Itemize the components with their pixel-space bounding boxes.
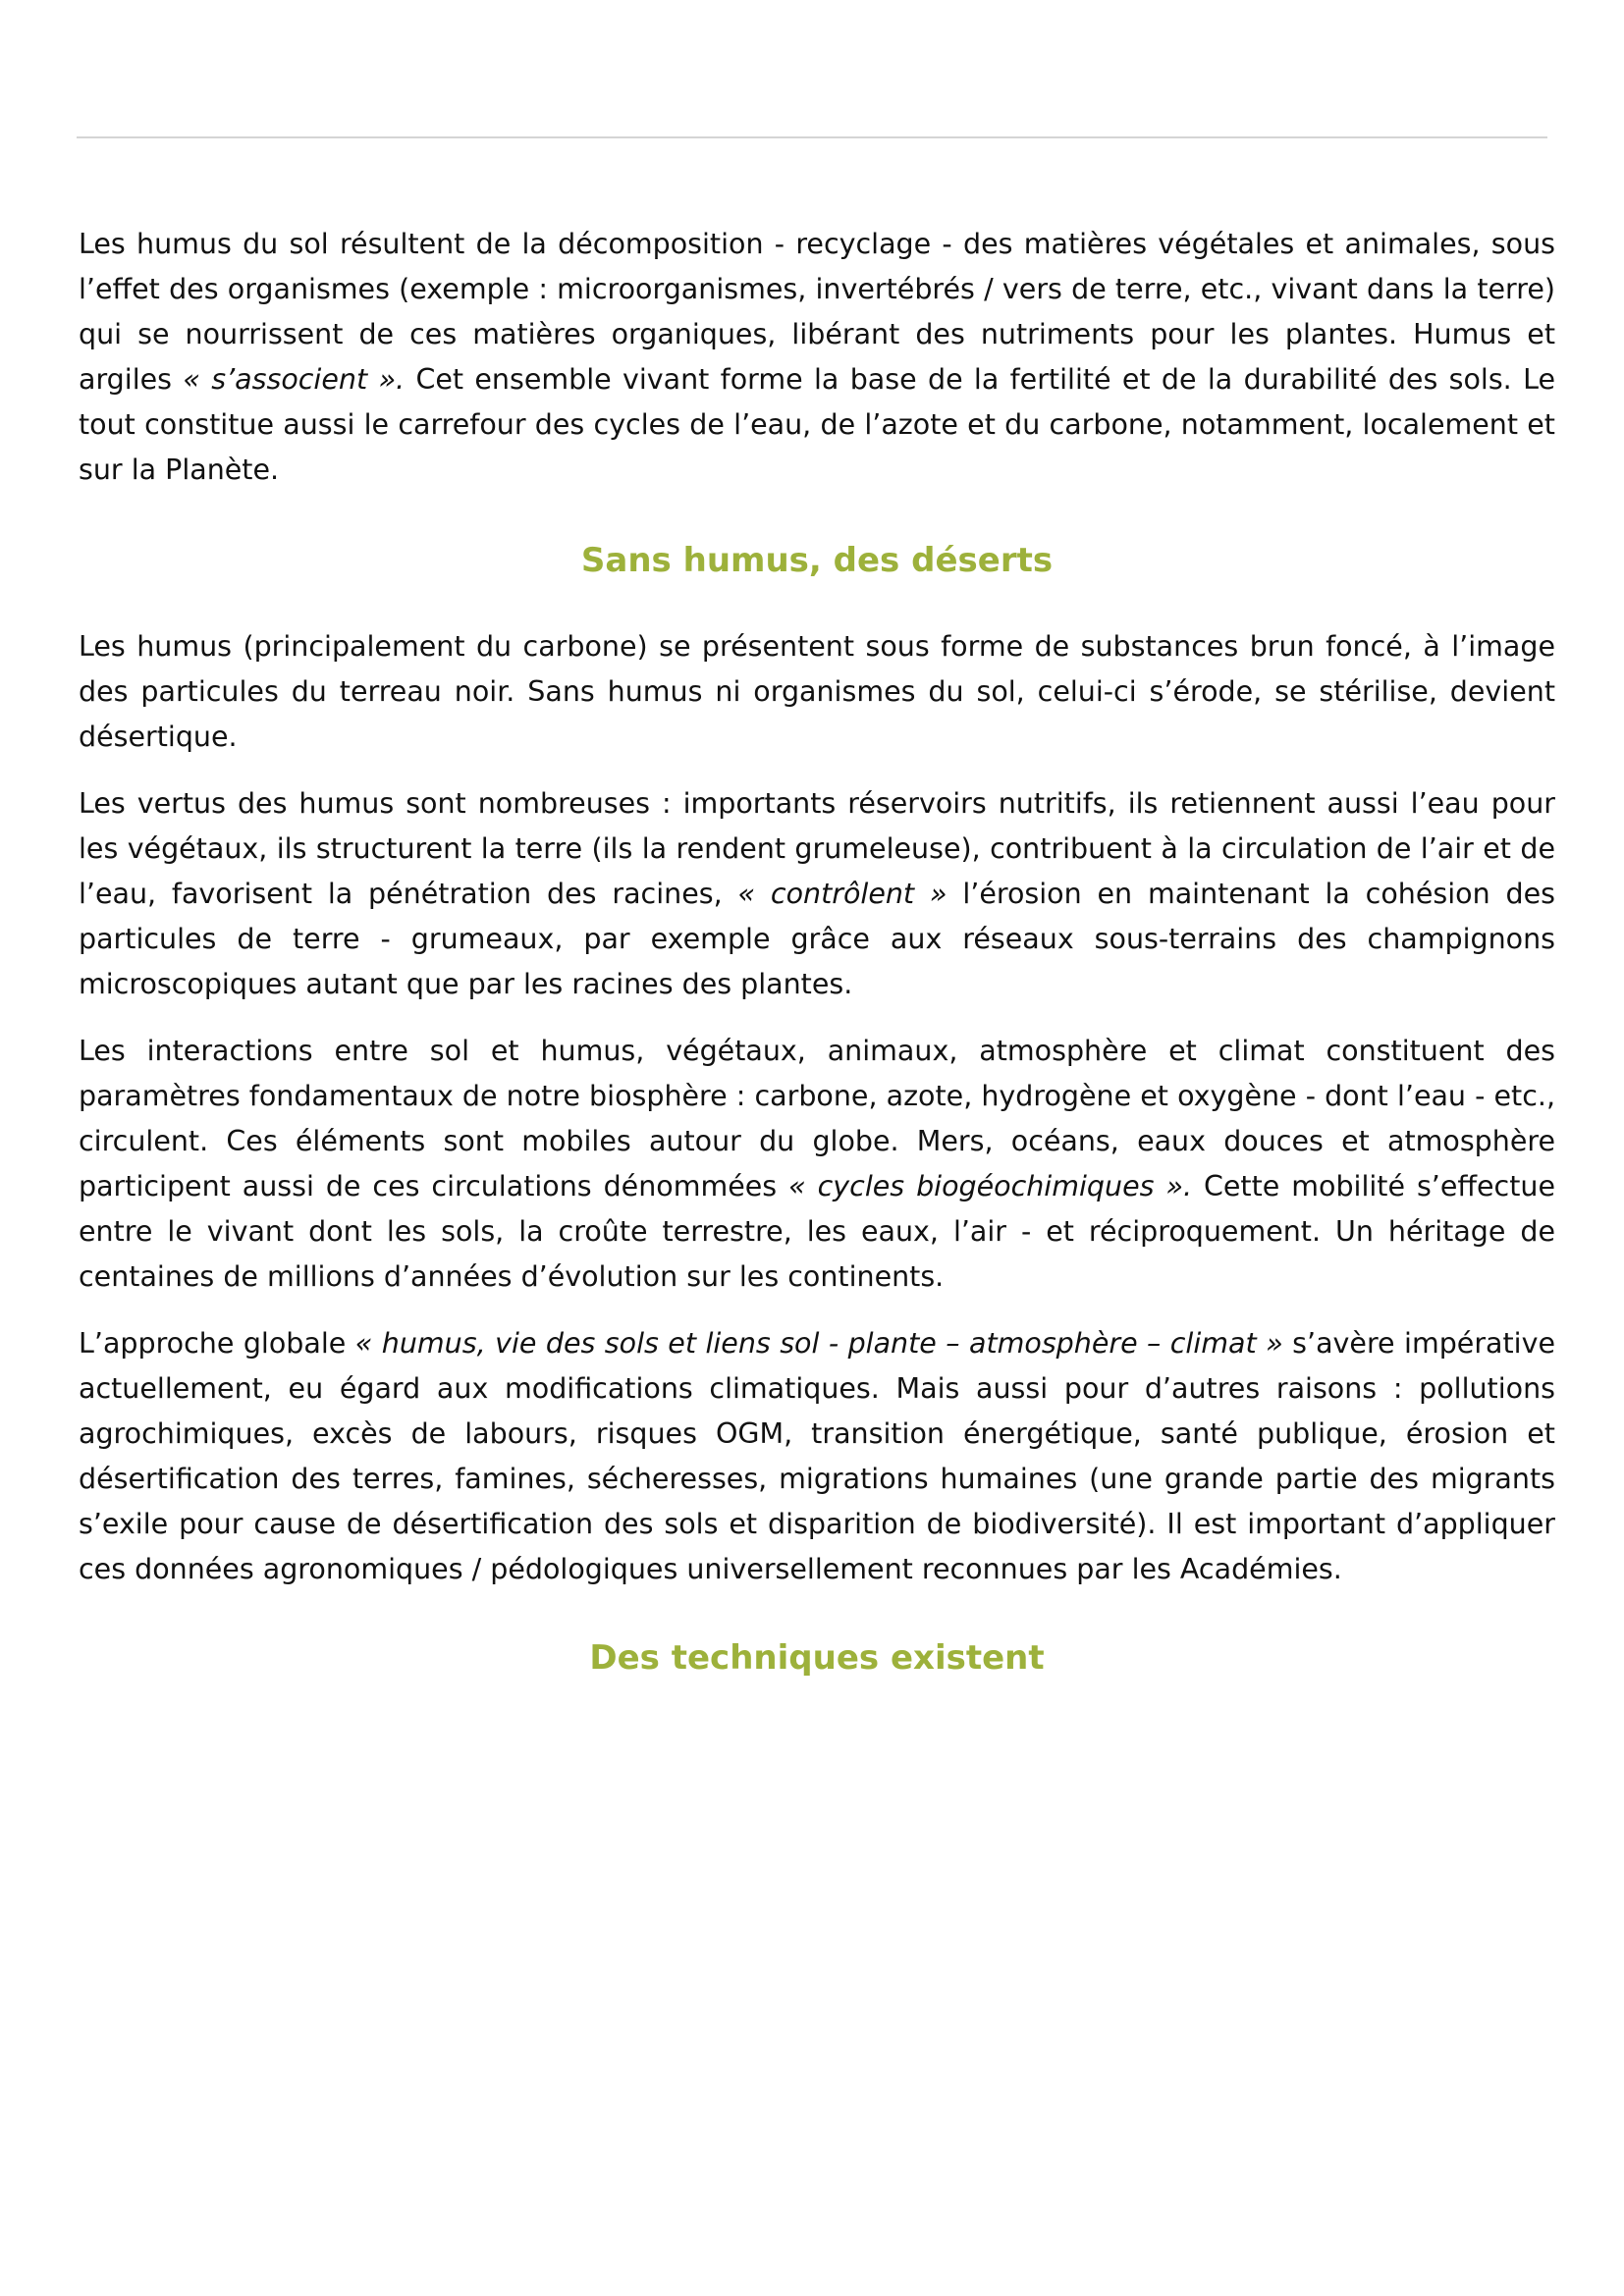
intro-text-b: Cet ensemble vivant forme la base de la fertilité et de la durabilité des sols. Le tout constitue aussi le carrefour des cycles de l’eau, de l’azote et du carbone, notamment, localement et sur la Planète. [79,363,1555,486]
intro-text-a: Les humus du sol résultent de la décomposition - recyclage - des matières végétales et animales, sous l’effet des organismes (exemple : microorganismes, invertébrés / vers de terre, etc., vivant dans la terre) qui se nourrissent de ces matières organiques, libérant des nutriments pour les plantes. Humus et argiles [79,228,1555,396]
approach-emphasis: « humus, vie des sols et liens sol - plante – atmosphère – climat » [354,1327,1283,1360]
virtues-text-b: l’érosion en maintenant la cohésion des particules de terre - grumeaux, par exemple grâce aux réseaux sous-terrains des champignons microscopiques autant que par les racines des plantes. [79,878,1555,1000]
interactions-text-a: Les interactions entre sol et humus, végétaux, animaux, atmosphère et climat constituent des paramètres fondamentaux de notre biosphère : carbone, azote, hydrogène et oxygène - dont l’eau - etc., circulent. Ces éléments sont mobiles autour du globe. Mers, océans, eaux douces et atmosphère participent aussi de ces circulations dénommées [79,1035,1555,1202]
top-divider [77,136,1547,138]
paragraph-humus-virtues [79,781,1555,1007]
section-heading-techniques: Des techniques existent [589,1638,1045,1678]
interactions-emphasis: « cycles biogéochimiques ». [788,1170,1193,1202]
approach-text-b: s’avère impérative actuellement, eu égard aux modifications climatiques. Mais aussi pour d’autres raisons : pollutions agrochimiques, excès de labours, risques OGM, transition énergétique, santé publique, érosion et désertification des terres, famines, sécheresses, migrations humaines (une grande partie des migrants s’exile pour cause de désertification des sols et disparition de biodiversité). Il est important d’appliquer ces données agronomiques / pédologiques universellement reconnues par les Académies. [79,1327,1556,1585]
paragraph-interactions [79,1029,1555,1300]
intro-paragraph [79,222,1555,493]
paragraph-global-approach [79,1321,1555,1592]
virtues-emphasis: « contrôlent » [737,878,947,910]
interactions-text-b: Cette mobilité s’effectue entre le vivant dont les sols, la croûte terrestre, les eaux, l’air - et réciproquement. Un héritage de centaines de millions d’années d’évolution sur les continents. [79,1170,1555,1293]
document-body [79,222,1555,1681]
section-heading-deserts: Sans humus, des déserts [580,541,1054,580]
virtues-text-a: Les vertus des humus sont nombreuses : importants réservoirs nutritifs, ils retiennent aussi l’eau pour les végétaux, ils structurent la terre (ils la rendent grumeleuse), contribuent à la circulation de l’air et de l’eau, favorisent la pénétration des racines, [79,787,1555,910]
intro-emphasis: « s’associent ». [183,363,406,396]
approach-text-a: L’approche globale [79,1327,355,1360]
paragraph-humus-description: Les humus (principalement du carbone) se présentent sous forme de substances brun foncé, à l’image des particules du terreau noir. Sans humus ni organismes du sol, celui-ci s’érode, se stérilise, devient désertique. [79,630,1555,753]
